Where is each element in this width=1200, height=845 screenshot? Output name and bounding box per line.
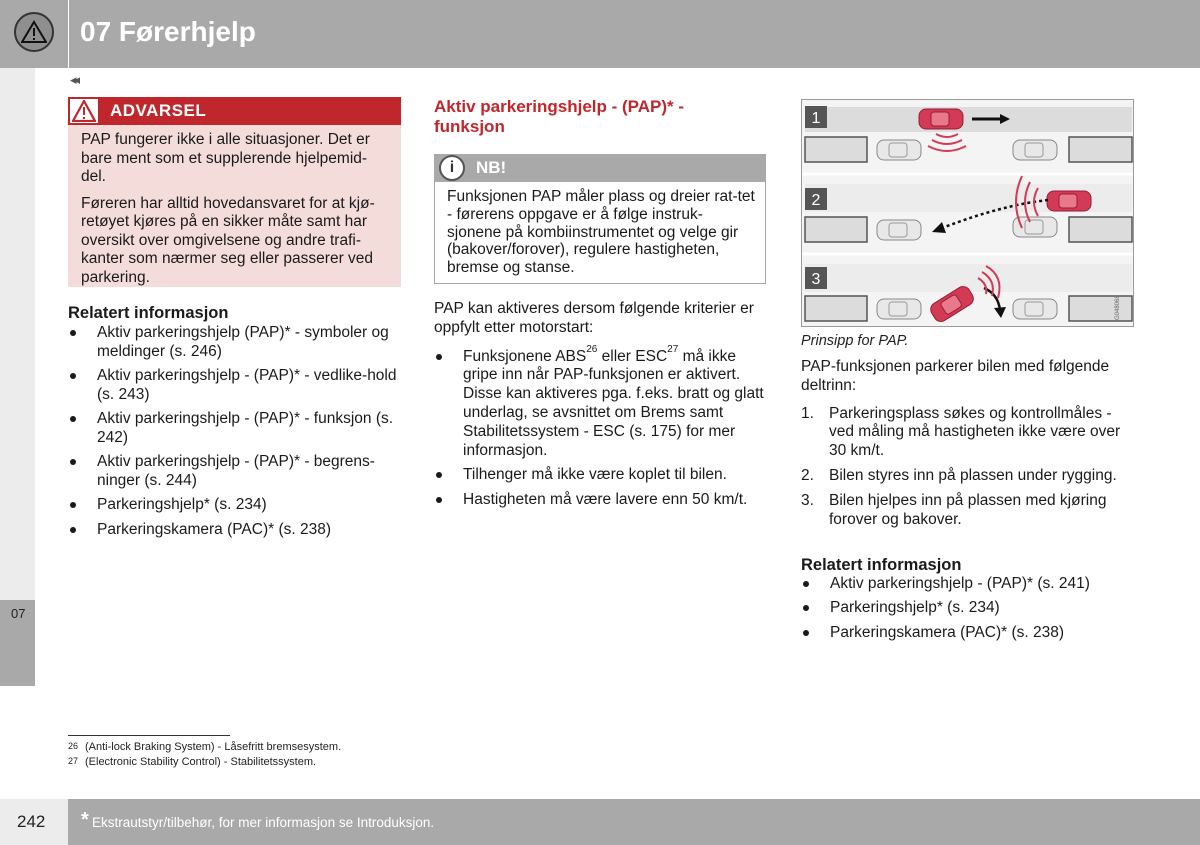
warning-paragraph: PAP fungerer ikke i alle situasjoner. Det er bare ment som et supplerende hjelpemid-del. xyxy=(81,131,370,185)
side-tab-label: 07 xyxy=(11,606,26,621)
panel-label: 1 xyxy=(811,110,821,127)
criteria-item: Tilhenger må ikke være koplet til bilen. xyxy=(434,466,764,485)
steps-intro: PAP-funksjonen parkerer bilen med følgende deltrinn: xyxy=(801,358,1110,394)
footer-star: * xyxy=(81,809,89,831)
related-link[interactable]: Parkeringskamera (PAC)* (s. 238) xyxy=(801,624,1131,643)
steps-section xyxy=(801,358,1131,535)
step-text: Parkeringsplass søkes og kontrollmåles - ved måling må hastigheten ikke være over 30 km/t. xyxy=(829,404,1121,460)
criteria-section xyxy=(434,300,764,516)
warning-paragraph: Føreren har alltid hovedansvaret for at kjø-retøyet kjøres på en sikker måte samt har oversikt over omgivelsene og andre trafi-kanter som nærmer seg eller passerer ved parkering. xyxy=(81,194,375,286)
footnote-divider xyxy=(68,735,230,736)
related-link[interactable]: Aktiv parkeringshjelp - (PAP)* - begrens-ninger (s. 244) xyxy=(68,453,398,491)
criteria-item: Hastigheten må være lavere enn 50 km/t. xyxy=(434,491,764,510)
step-item xyxy=(801,467,1131,486)
step-number: 1. xyxy=(801,404,814,422)
page-number: 242 xyxy=(17,812,46,831)
footnote-ref[interactable]: 27 xyxy=(667,344,679,356)
criteria-intro: PAP kan aktiveres dersom følgende kriterier er oppfylt etter motorstart: xyxy=(434,300,754,336)
panel-label: 3 xyxy=(811,271,821,288)
chapter-side-tab[interactable] xyxy=(0,600,35,686)
related-link[interactable]: Parkeringshjelp* (s. 234) xyxy=(801,599,1131,618)
related-link[interactable]: Aktiv parkeringshjelp - (PAP)* - funksjon (s. 242) xyxy=(68,410,398,448)
footnote: 26 (Anti-lock Braking System) - Låsefritt bremsesystem. xyxy=(68,741,342,753)
step-item xyxy=(801,492,1131,530)
side-gutter xyxy=(0,68,35,600)
related-heading: Relatert informasjon xyxy=(68,304,229,322)
criteria-item: Funksjonene ABS$^{26}$ eller ESC$^{27}$ må ikke gripe inn når PAP-funksjonen er aktivert. Disse kan aktiveres pga. f.eks. bratt og glatt underlag, se avsnittet om Brems samt Stabilitetssystem - ESC (s. 175) for mer informasjon. xyxy=(434,348,764,461)
back-arrows-icon[interactable]: ◂◂ xyxy=(70,72,78,87)
warning-label: ADVARSEL xyxy=(110,101,207,120)
warning-header xyxy=(68,97,401,125)
related-link[interactable]: Aktiv parkeringshjelp - (PAP)* (s. 241) xyxy=(801,575,1131,594)
note-label: NB! xyxy=(476,158,507,177)
step-item xyxy=(801,405,1131,461)
step-number: 2. xyxy=(801,466,814,484)
warning-body xyxy=(68,125,401,287)
warning-icon xyxy=(68,97,100,125)
info-icon: i xyxy=(439,155,465,181)
panel-label: 2 xyxy=(811,192,821,209)
pap-illustration xyxy=(801,99,1134,327)
panel-3 xyxy=(802,256,1134,327)
page-number-area xyxy=(0,799,68,845)
step-text: Bilen hjelpes inn på plassen med kjøring forover og bakover. xyxy=(829,491,1107,528)
step-text: Bilen styres inn på plassen under rygging. xyxy=(829,466,1117,484)
related-heading: Relatert informasjon xyxy=(801,556,962,574)
related-link[interactable]: Aktiv parkeringshjelp - (PAP)* - vedlike-hold (s. 243) xyxy=(68,367,398,405)
footnote-ref[interactable]: 26 xyxy=(586,344,598,356)
chapter-title: 07 Førerhjelp xyxy=(80,16,256,47)
step-number: 3. xyxy=(801,491,814,509)
panel-2 xyxy=(802,176,1134,250)
note-header xyxy=(434,154,766,182)
footnote: 27 (Electronic Stability Control) - Stabilitetssystem. xyxy=(68,756,317,768)
section-title: Aktiv parkeringshjelp - (PAP)* - funksjon xyxy=(434,97,685,136)
related-link[interactable]: Parkeringskamera (PAC)* (s. 238) xyxy=(68,521,398,540)
related-link[interactable]: Aktiv parkeringshjelp (PAP)* - symboler og meldinger (s. 246) xyxy=(68,324,398,362)
related-info-right xyxy=(801,556,1131,648)
related-info-left xyxy=(68,304,398,545)
footer-note: Ekstrautstyr/tilbehør, for mer informasjon se Introduksjon. xyxy=(92,815,435,830)
figure-id: G048068 xyxy=(1115,295,1121,320)
figure-caption: Prinsipp for PAP. xyxy=(801,333,909,349)
related-link[interactable]: Parkeringshjelp* (s. 234) xyxy=(68,496,398,515)
note-body: Funksjonen PAP måler plass og dreier rat-tet - førerens oppgave er å følge instruk-sjonene på kombiinstrumentet og velge gir (bakover/forover), regulere hastigheten, bremse og stanse. xyxy=(434,182,766,284)
panel-1 xyxy=(802,100,1134,172)
warning-triangle-icon xyxy=(14,12,54,52)
